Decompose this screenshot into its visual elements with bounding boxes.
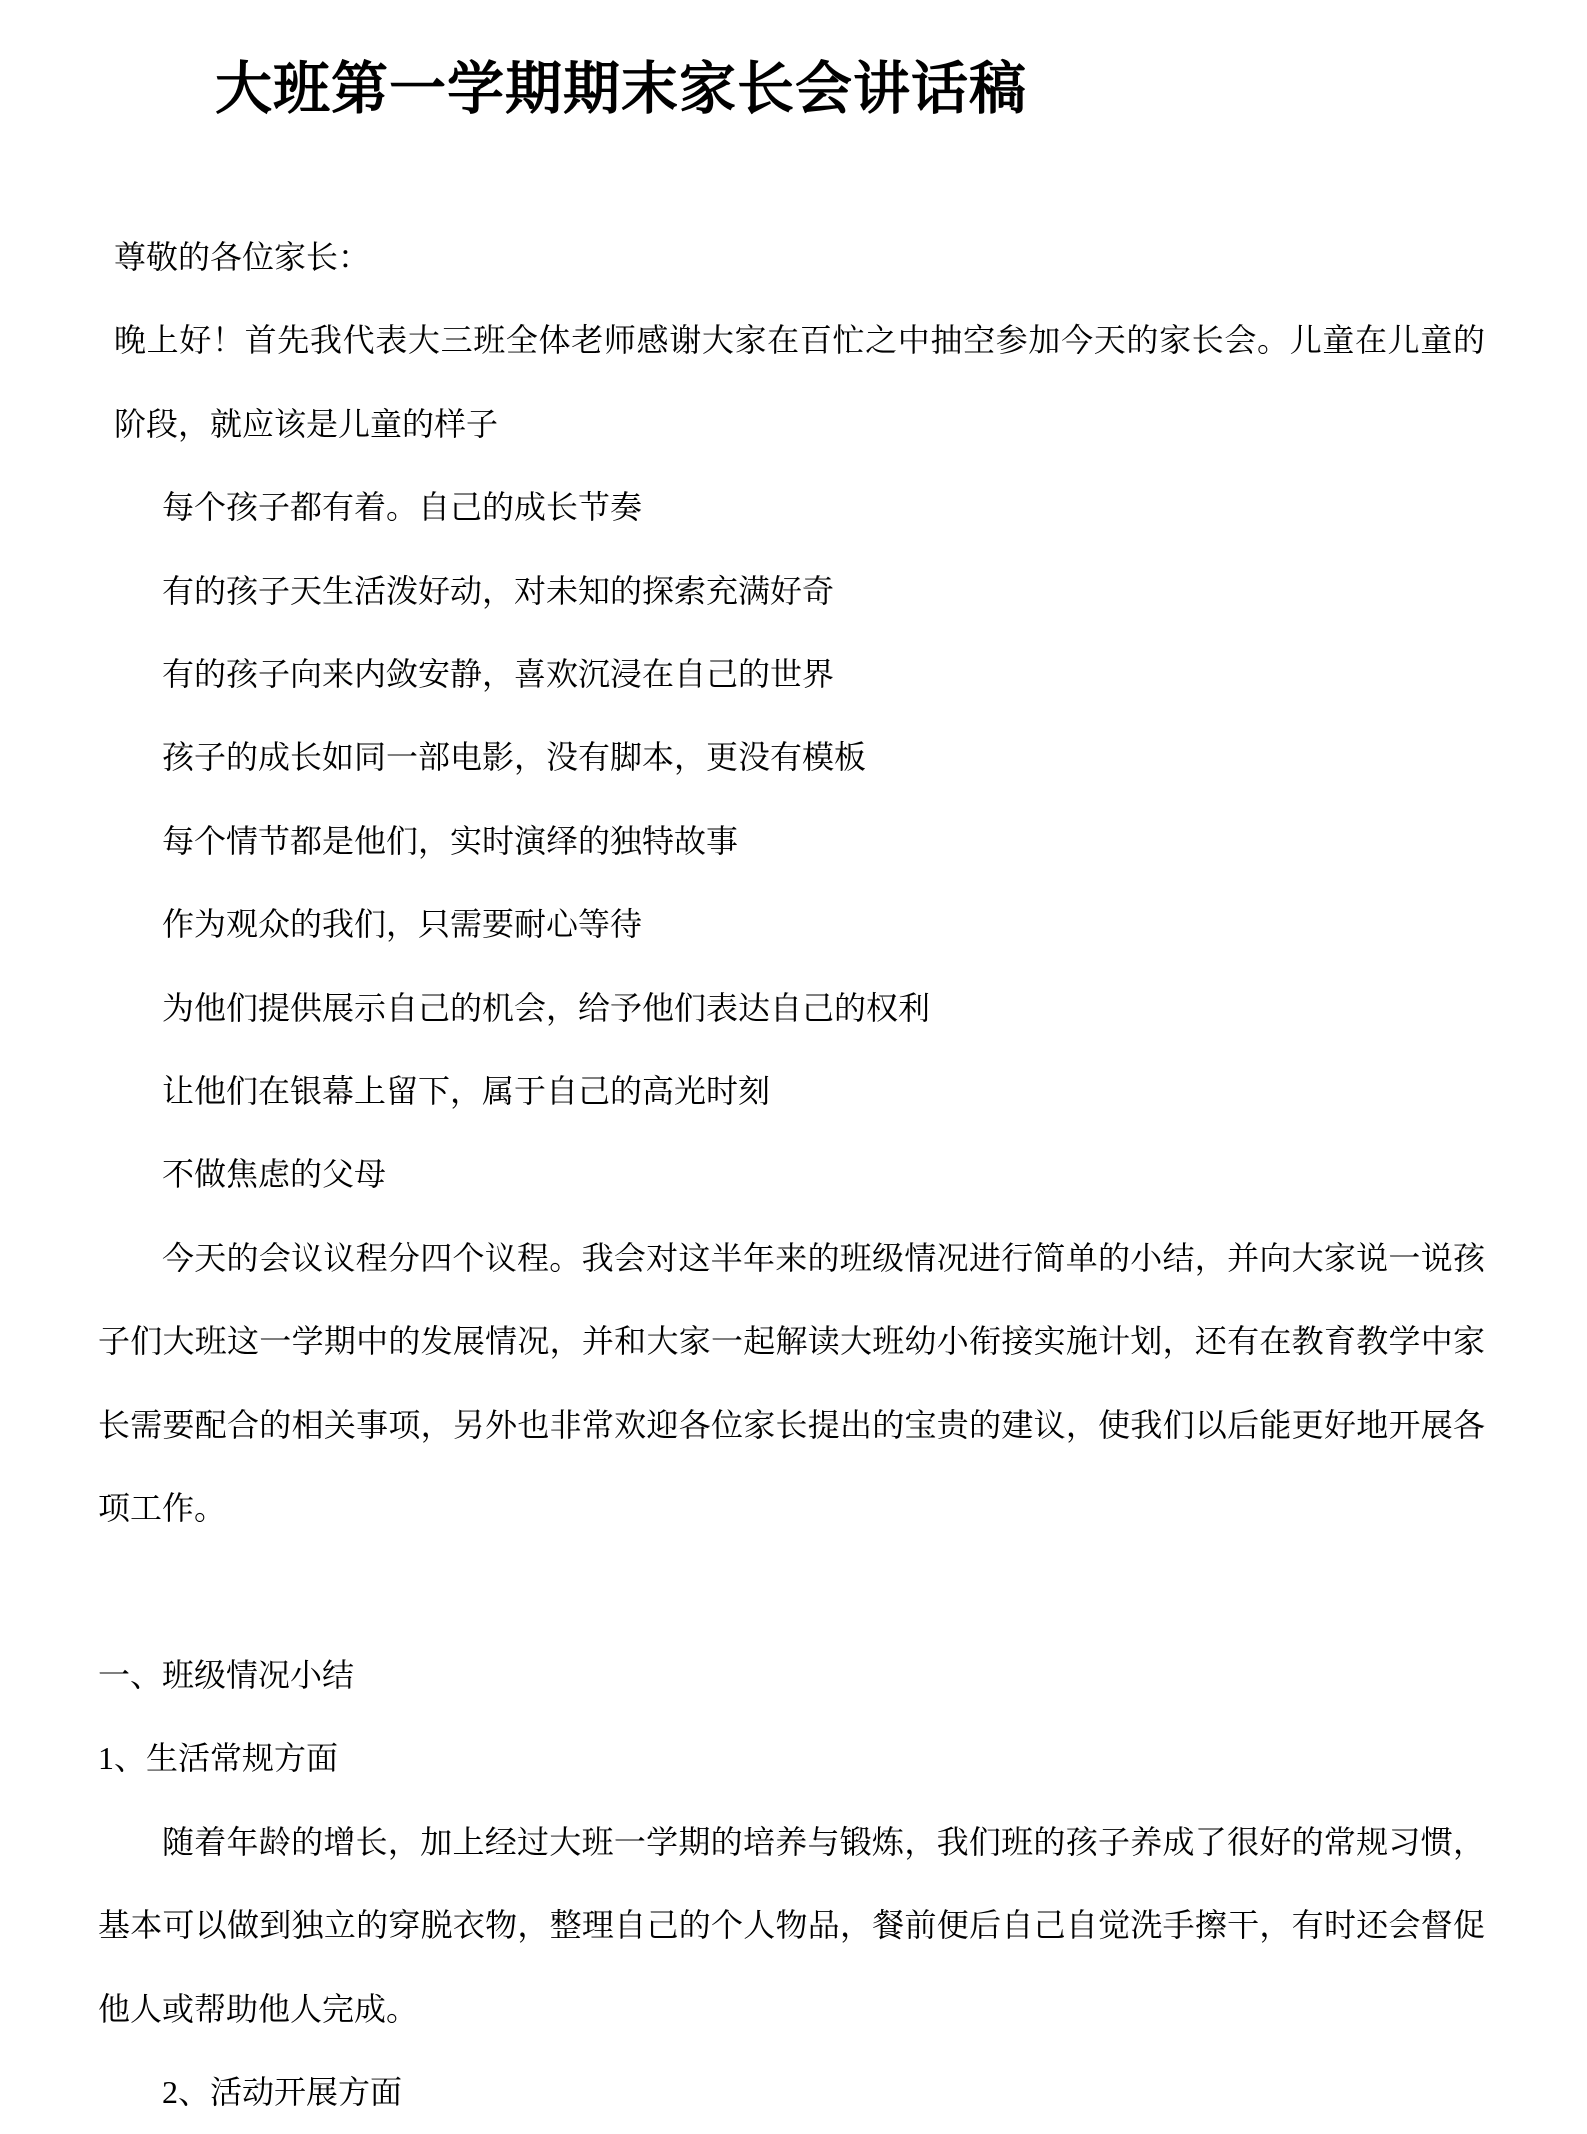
poem-line: 为他们提供展示自己的机会，给予他们表达自己的权利 [162,989,931,1026]
agenda-paragraph: 今天的会议议程分四个议程。我会对这半年来的班级情况进行简单的小结，并向大家说一说孩子们大班这一学期中的发展情况，并和大家一起解读大班幼小衔接实施计划，还有在教育教学中家长需要配合的相关事项，另外也非常欢迎各位家长提出的宝贵的建议，使我们以后能更好地开展各项工作。 [98,1239,1485,1527]
paragraph-spacer [98,1551,1485,1634]
poem-line: 孩子的成长如同一部电影，没有脚本，更没有模板 [162,739,867,776]
opening-paragraph: 晚上好！首先我代表大三班全体老师感谢大家在百忙之中抽空参加今天的家长会。儿童在儿童的阶段，就应该是儿童的样子 [114,322,1485,442]
poem-block [98,466,1485,1217]
poem-line: 作为观众的我们，只需要耐心等待 [162,906,643,943]
document-title: 大班第一学期期末家长会讲话稿 [215,58,1027,121]
poem-line: 让他们在银幕上留下，属于自己的高光时刻 [162,1073,771,1110]
subsection-paragraph: 随着年龄的增长，加上经过大班一学期的培养与锻炼，我们班的孩子养成了很好的常规习惯，基本可以做到独立的穿脱衣物，整理自己的个人物品，餐前便后自己自觉洗手擦干，有时还会督促他人或帮助他人完成。 [98,1823,1485,2027]
poem-line: 有的孩子天生活泼好动，对未知的探索充满好奇 [162,572,835,609]
salutation: 尊敬的各位家长： [114,239,371,275]
subsection-heading: 2、活动开展方面 [162,2073,403,2110]
section-heading: 一、班级情况小结 [98,1656,355,1693]
poem-line: 有的孩子向来内敛安静，喜欢沉浸在自己的世界 [162,656,835,693]
document-body [98,216,1485,2134]
subsection-heading: 1、生活常规方面 [98,1740,339,1777]
poem-line: 不做焦虑的父母 [162,1156,387,1193]
poem-line: 每个情节都是他们，实时演绎的独特故事 [162,822,739,859]
poem-line: 每个孩子都有着。自己的成长节奏 [162,489,643,526]
